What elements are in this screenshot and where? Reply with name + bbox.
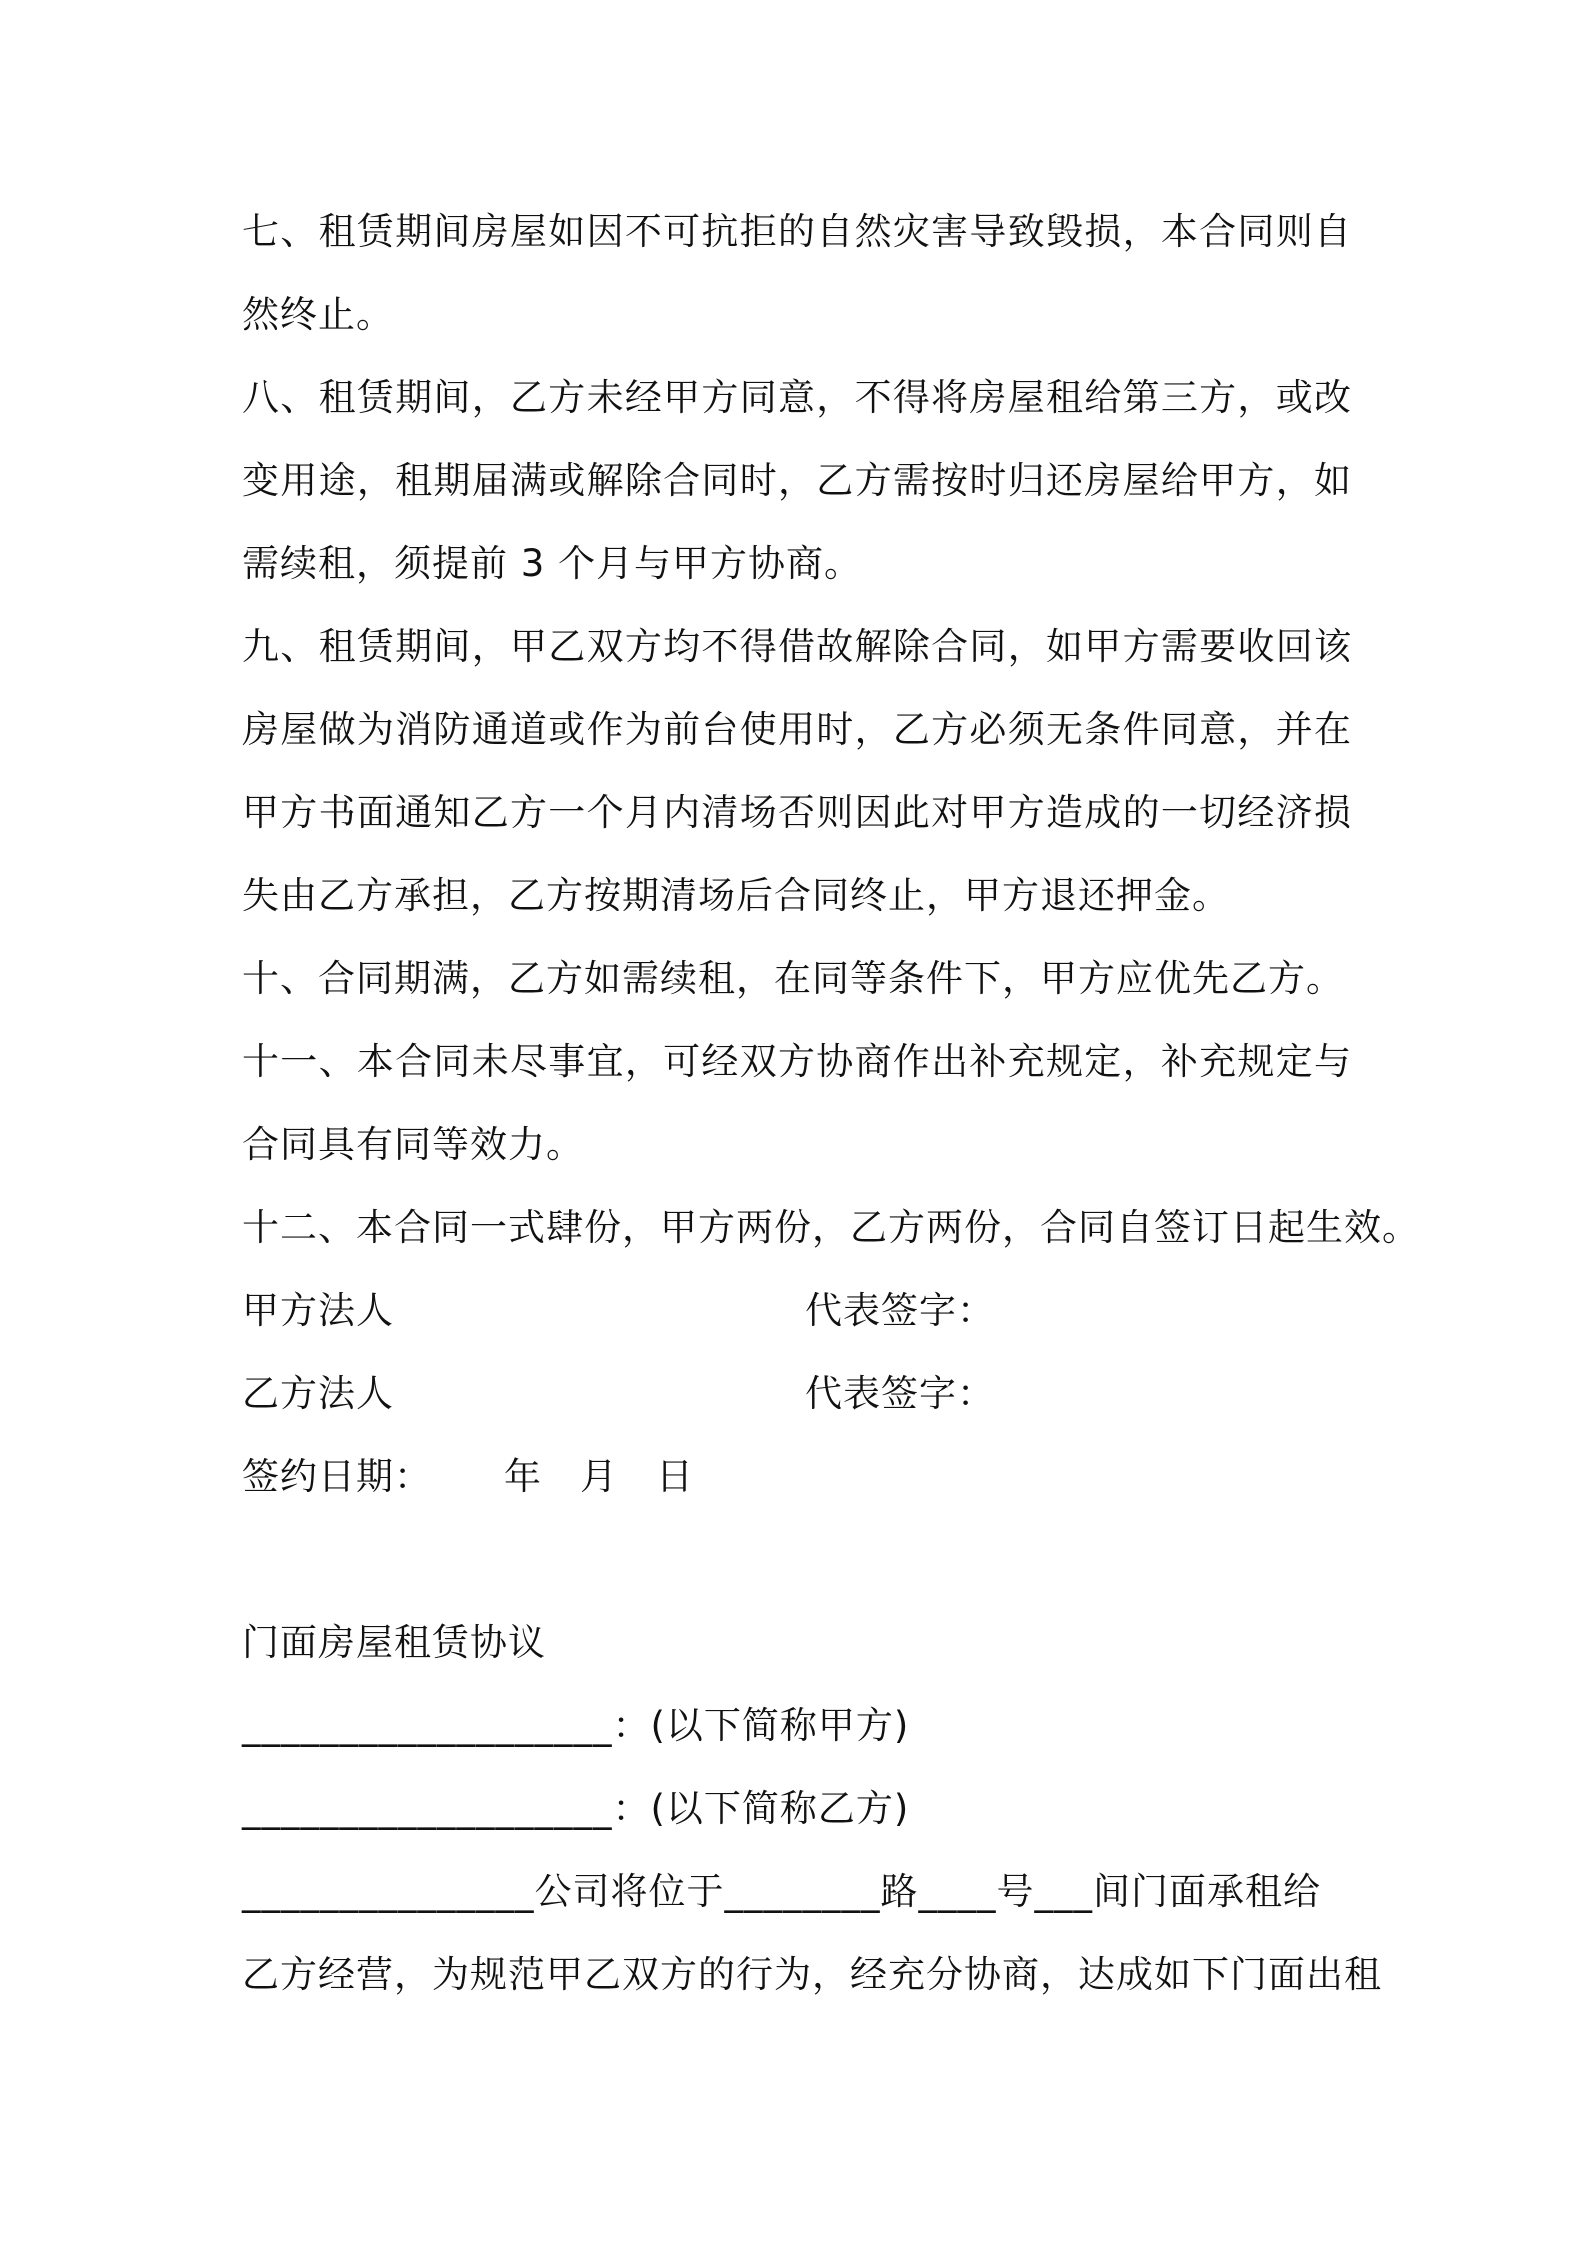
signing-date-label: 签约日期： bbox=[242, 1455, 432, 1498]
date-day: 日 bbox=[656, 1455, 694, 1498]
clause-10: 十、合同期满，乙方如需续租，在同等条件下，甲方应优先乙方。 bbox=[242, 957, 1344, 1000]
clause-11: 十一、本合同未尽事宜，可经双方协商作出补充规定，补充规定与合同具有同等效力。 bbox=[242, 1040, 1352, 1166]
agreement-intro-line: 乙方经营，为规范甲乙双方的行为，经充分协商，达成如下门面出租 bbox=[242, 1953, 1382, 1996]
party-b-legal-label: 乙方法人 bbox=[242, 1372, 394, 1415]
party-a-sign-label: 代表签字： bbox=[805, 1289, 995, 1332]
signing-date-row bbox=[242, 1435, 1352, 1518]
clause-8: 八、租赁期间，乙方未经甲方同意，不得将房屋租给第三方，或改变用途，租期届满或解除合同时，乙方需按时归还房屋给甲方，如需续租，须提前 3 个月与甲方协商。 bbox=[242, 376, 1352, 585]
date-month: 月 bbox=[580, 1455, 618, 1498]
party-b-sign-label: 代表签字： bbox=[805, 1372, 995, 1415]
date-year: 年 bbox=[504, 1455, 542, 1498]
section-gap bbox=[242, 1518, 1352, 1601]
signature-row-party-a bbox=[242, 1269, 1352, 1352]
agreement-title: 门面房屋租赁协议 bbox=[242, 1621, 546, 1664]
party-b-blank-line: ___________________：(以下简称乙方) bbox=[242, 1787, 910, 1830]
party-a-legal-label: 甲方法人 bbox=[242, 1289, 394, 1332]
signature-row-party-b bbox=[242, 1352, 1352, 1435]
party-a-blank-line: ___________________：(以下简称甲方) bbox=[242, 1704, 910, 1747]
location-blank-line: _______________公司将位于________路____号___间门面承租给 bbox=[242, 1870, 1321, 1913]
contract-body bbox=[242, 190, 1420, 2016]
clause-7: 七、租赁期间房屋如因不可抗拒的自然灾害导致毁损，本合同则自然终止。 bbox=[242, 210, 1352, 336]
clause-9: 九、租赁期间，甲乙双方均不得借故解除合同，如甲方需要收回该房屋做为消防通道或作为前台使用时，乙方必须无条件同意，并在甲方书面通知乙方一个月内清场否则因此对甲方造成的一切经济损失由乙方承担，乙方按期清场后合同终止，甲方退还押金。 bbox=[242, 625, 1352, 917]
clause-12: 十二、本合同一式肆份，甲方两份，乙方两份，合同自签订日起生效。 bbox=[242, 1206, 1420, 1249]
